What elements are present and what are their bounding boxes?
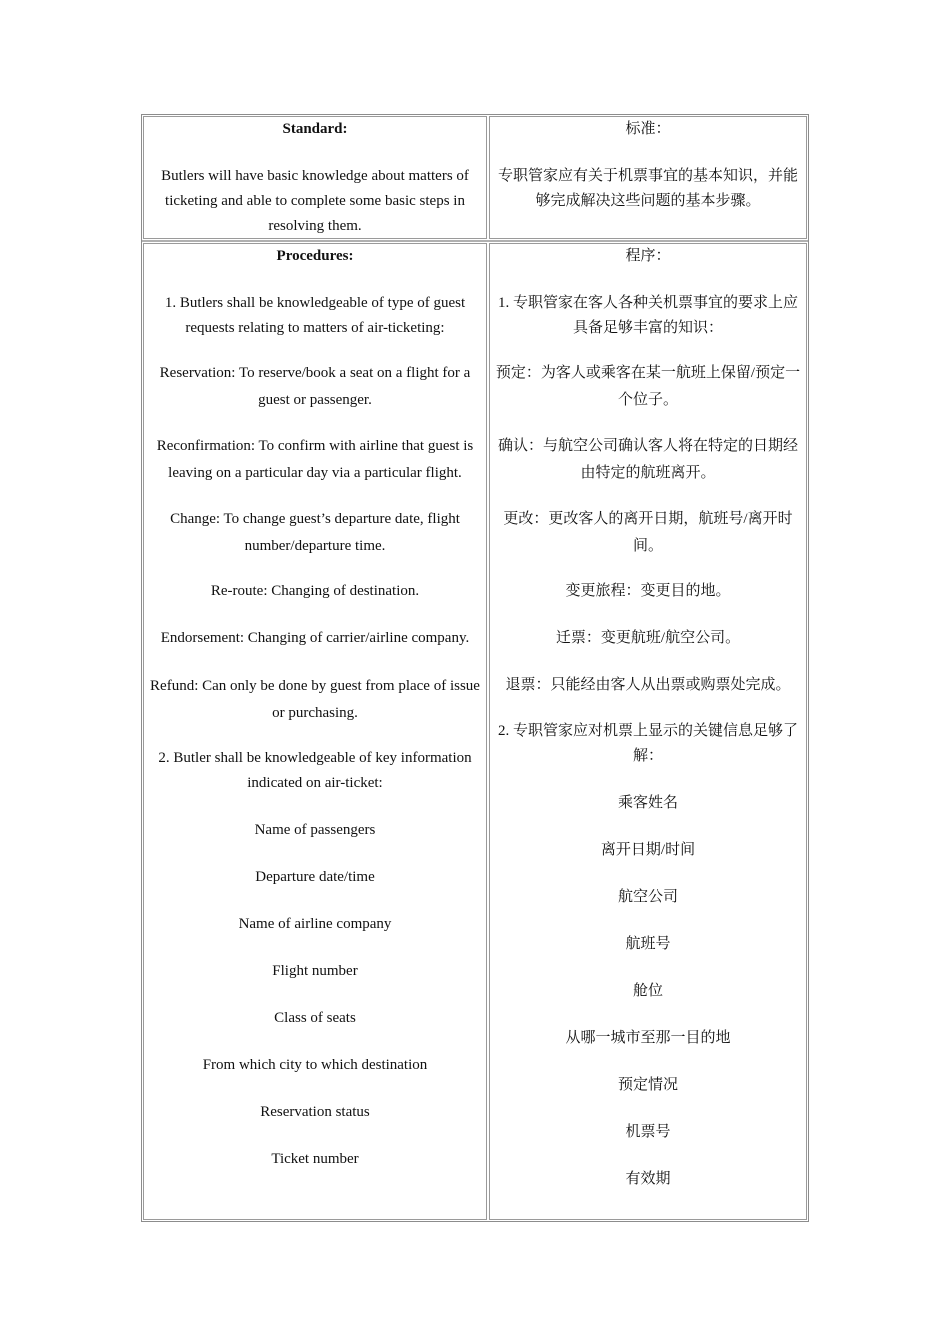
standard-en-text: Butlers will have basic knowledge about matters of ticketing and able to complete some basic steps in resolving them. [161, 168, 469, 234]
en-item-14: From which city to which destination [202, 1057, 428, 1073]
zh-item-14: 从哪一城市至那一目的地 [565, 1030, 731, 1046]
standard-en-heading: Standard: [282, 121, 348, 137]
standard-zh-heading: 标准： [625, 121, 671, 137]
en-item-15: Reservation status [260, 1104, 370, 1120]
en-item-3: Reconfirmation: To confirm with airline that guest is leaving on a particular day via a particular flight. [156, 438, 474, 481]
zh-item-10: 离开日期/时间 [600, 842, 696, 858]
procedure-table [141, 114, 809, 1222]
zh-item-1: 1. 专职管家在客人各种关机票事宜的要求上应具备足够丰富的知识： [497, 295, 798, 336]
zh-item-15: 预定情况 [617, 1077, 678, 1093]
en-item-12: Flight number [272, 963, 358, 979]
zh-item-17: 有效期 [625, 1171, 671, 1187]
standard-zh-text: 专职管家应有关于机票事宜的基本知识，并能够完成解决这些问题的基本步骤。 [497, 168, 798, 209]
zh-item-16: 机票号 [625, 1124, 671, 1140]
zh-item-7: 退票：只能经由客人从出票或购票处完成。 [505, 677, 791, 693]
en-item-10: Departure date/time [255, 869, 375, 885]
zh-item-13: 舱位 [632, 983, 663, 999]
en-item-8: 2. Butler shall be knowledgeable of key information indicated on air-ticket: [158, 750, 472, 791]
zh-item-4: 更改：更改客人的离开日期，航班号/离开时间。 [503, 511, 793, 554]
standard-en-cell [143, 116, 487, 239]
zh-item-8: 2. 专职管家应对机票上显示的关键信息足够了解： [497, 723, 798, 764]
zh-item-2: 预定：为客人或乘客在某一航班上保留/预定一个位子。 [495, 365, 801, 408]
en-item-1: 1. Butlers shall be knowledgeable of type of guest requests relating to matters of air-ticketing: [164, 295, 466, 336]
en-item-2: Reservation: To reserve/book a seat on a flight for a guest or passenger. [159, 365, 471, 408]
en-item-4: Change: To change guest’s departure date, flight number/departure time. [170, 511, 460, 554]
zh-item-11: 航空公司 [617, 889, 678, 905]
procedures-zh-heading: 程序： [625, 248, 671, 264]
en-item-16: Ticket number [271, 1151, 359, 1167]
en-item-6: Endorsement: Changing of carrier/airline company. [160, 630, 470, 646]
zh-item-3: 确认：与航空公司确认客人将在特定的日期经由特定的航班离开。 [497, 438, 798, 481]
standard-row [142, 115, 808, 240]
en-item-7: Refund: Can only be done by guest from place of issue or purchasing. [150, 678, 480, 721]
procedures-en-heading: Procedures: [276, 248, 354, 264]
en-item-11: Name of airline company [238, 916, 392, 932]
procedures-en-cell [143, 243, 487, 1220]
procedures-zh-cell [489, 243, 807, 1220]
en-item-9: Name of passengers [254, 822, 376, 838]
zh-item-5: 变更旅程：变更目的地。 [565, 583, 731, 599]
standard-zh-cell [489, 116, 807, 239]
en-item-5: Re-route: Changing of destination. [210, 583, 420, 599]
procedures-row [142, 240, 808, 1221]
zh-item-6: 迁票：变更航班/航空公司。 [555, 630, 741, 646]
zh-item-9: 乘客姓名 [617, 795, 678, 811]
en-item-13: Class of seats [274, 1010, 356, 1026]
zh-item-12: 航班号 [625, 936, 671, 952]
